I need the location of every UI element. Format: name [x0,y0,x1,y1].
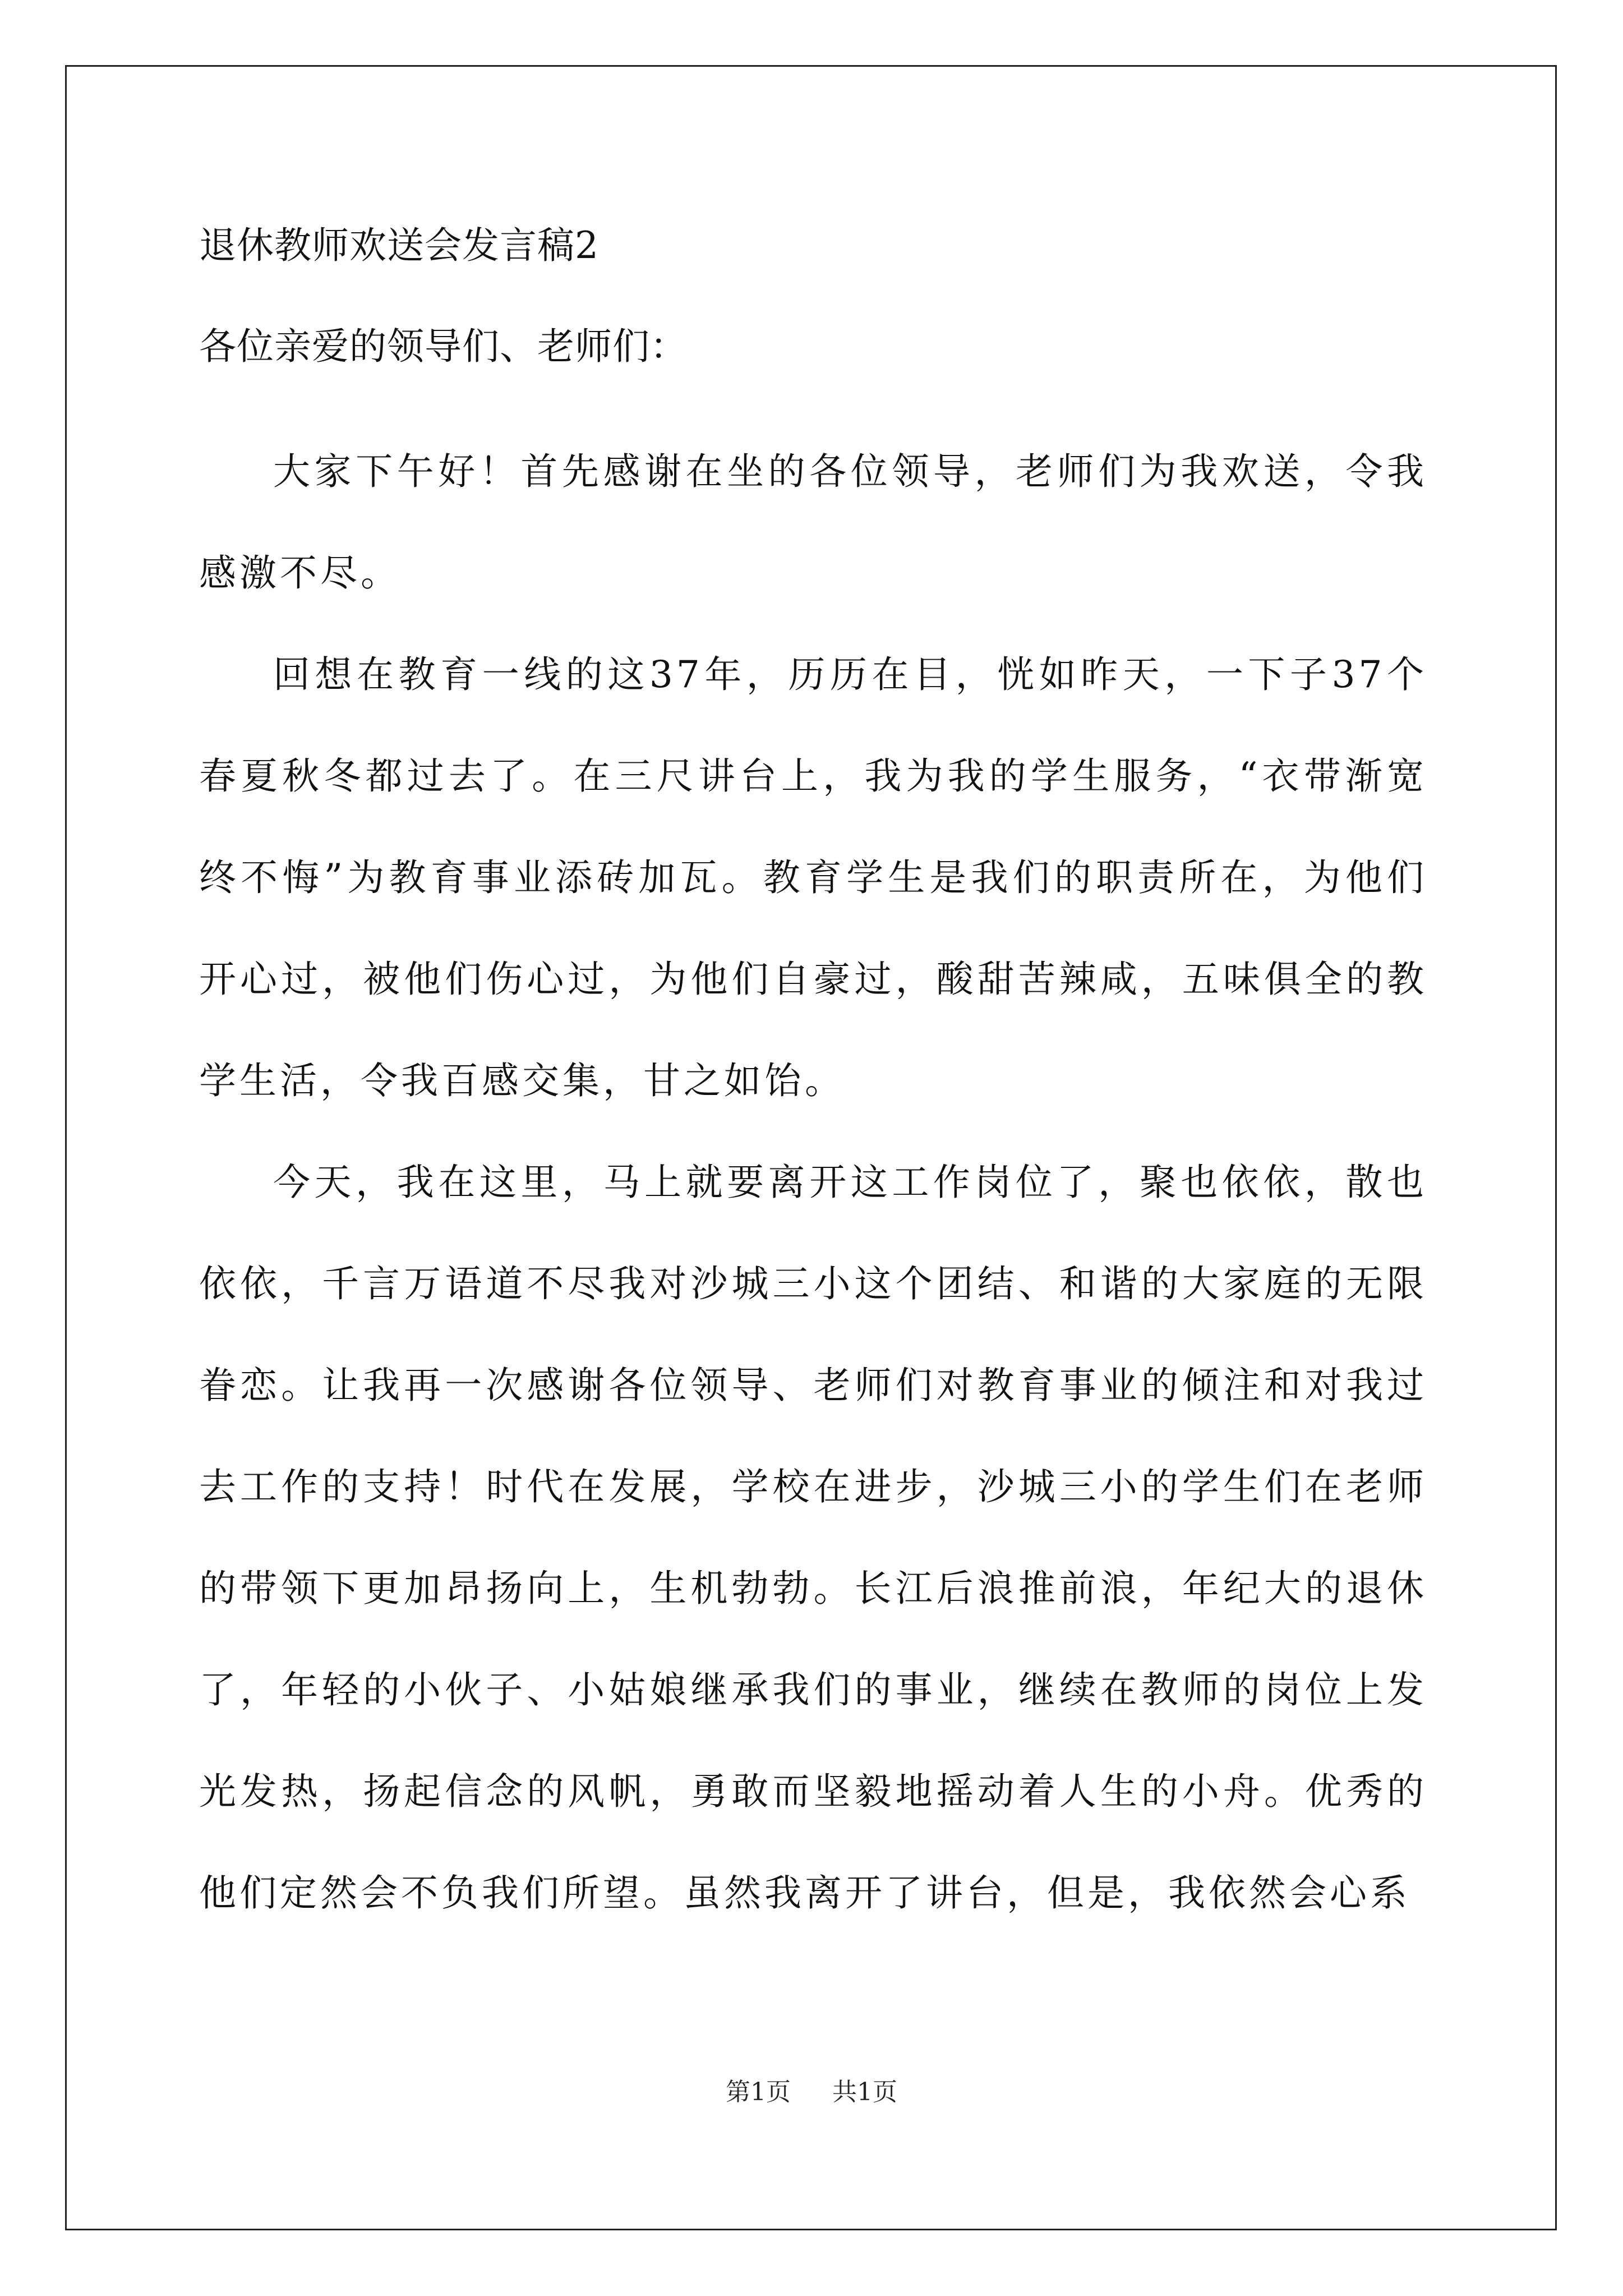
document-title: 退休教师欢送会发言稿2 [199,224,599,267]
page-total: 共1页 [832,2078,897,2106]
paragraph: 回想在教育一线的这37年，历历在目，恍如昨天，一下子37个春夏秋冬都过去了。在三尺讲台上，我为我的学生服务，“衣带渐宽终不悔”为教育事业添砖加瓦。教育学生是我们的职责所在，为他们开心过，被他们伤心过，为他们自豪过，酸甜苦辣咸，五味俱全的教学生活，令我百感交集，甘之如饴。 [199,653,1427,1102]
greeting-line: 各位亲爱的领导们、老师们： [199,325,688,368]
paragraph: 今天，我在这里，马上就要离开这工作岗位了，聚也依依，散也依依，千言万语道不尽我对沙城三小这个团结、和谐的大家庭的无限眷恋。让我再一次感谢各位领导、老师们对教育事业的倾注和对我过去工作的支持！时代在发展，学校在进步，沙城三小的学生们在老师的带领下更加昂扬向上，生机勃勃。长江后浪推前浪，年纪大的退休了，年轻的小伙子、小姑娘继承我们的事业，继续在教师的岗位上发光发热，扬起信念的风帆，勇敢而坚毅地摇动着人生的小舟。优秀的他们定然会不负我们所望。虽然我离开了讲台，但是，我依然会心系 [199,1161,1427,1915]
page-number: 第1页 [726,2078,791,2106]
document-body [199,219,1427,1967]
page-footer [0,2076,1623,2109]
paragraph: 大家下午好！首先感谢在坐的各位领导，老师们为我欢送，令我感激不尽。 [199,450,1427,595]
